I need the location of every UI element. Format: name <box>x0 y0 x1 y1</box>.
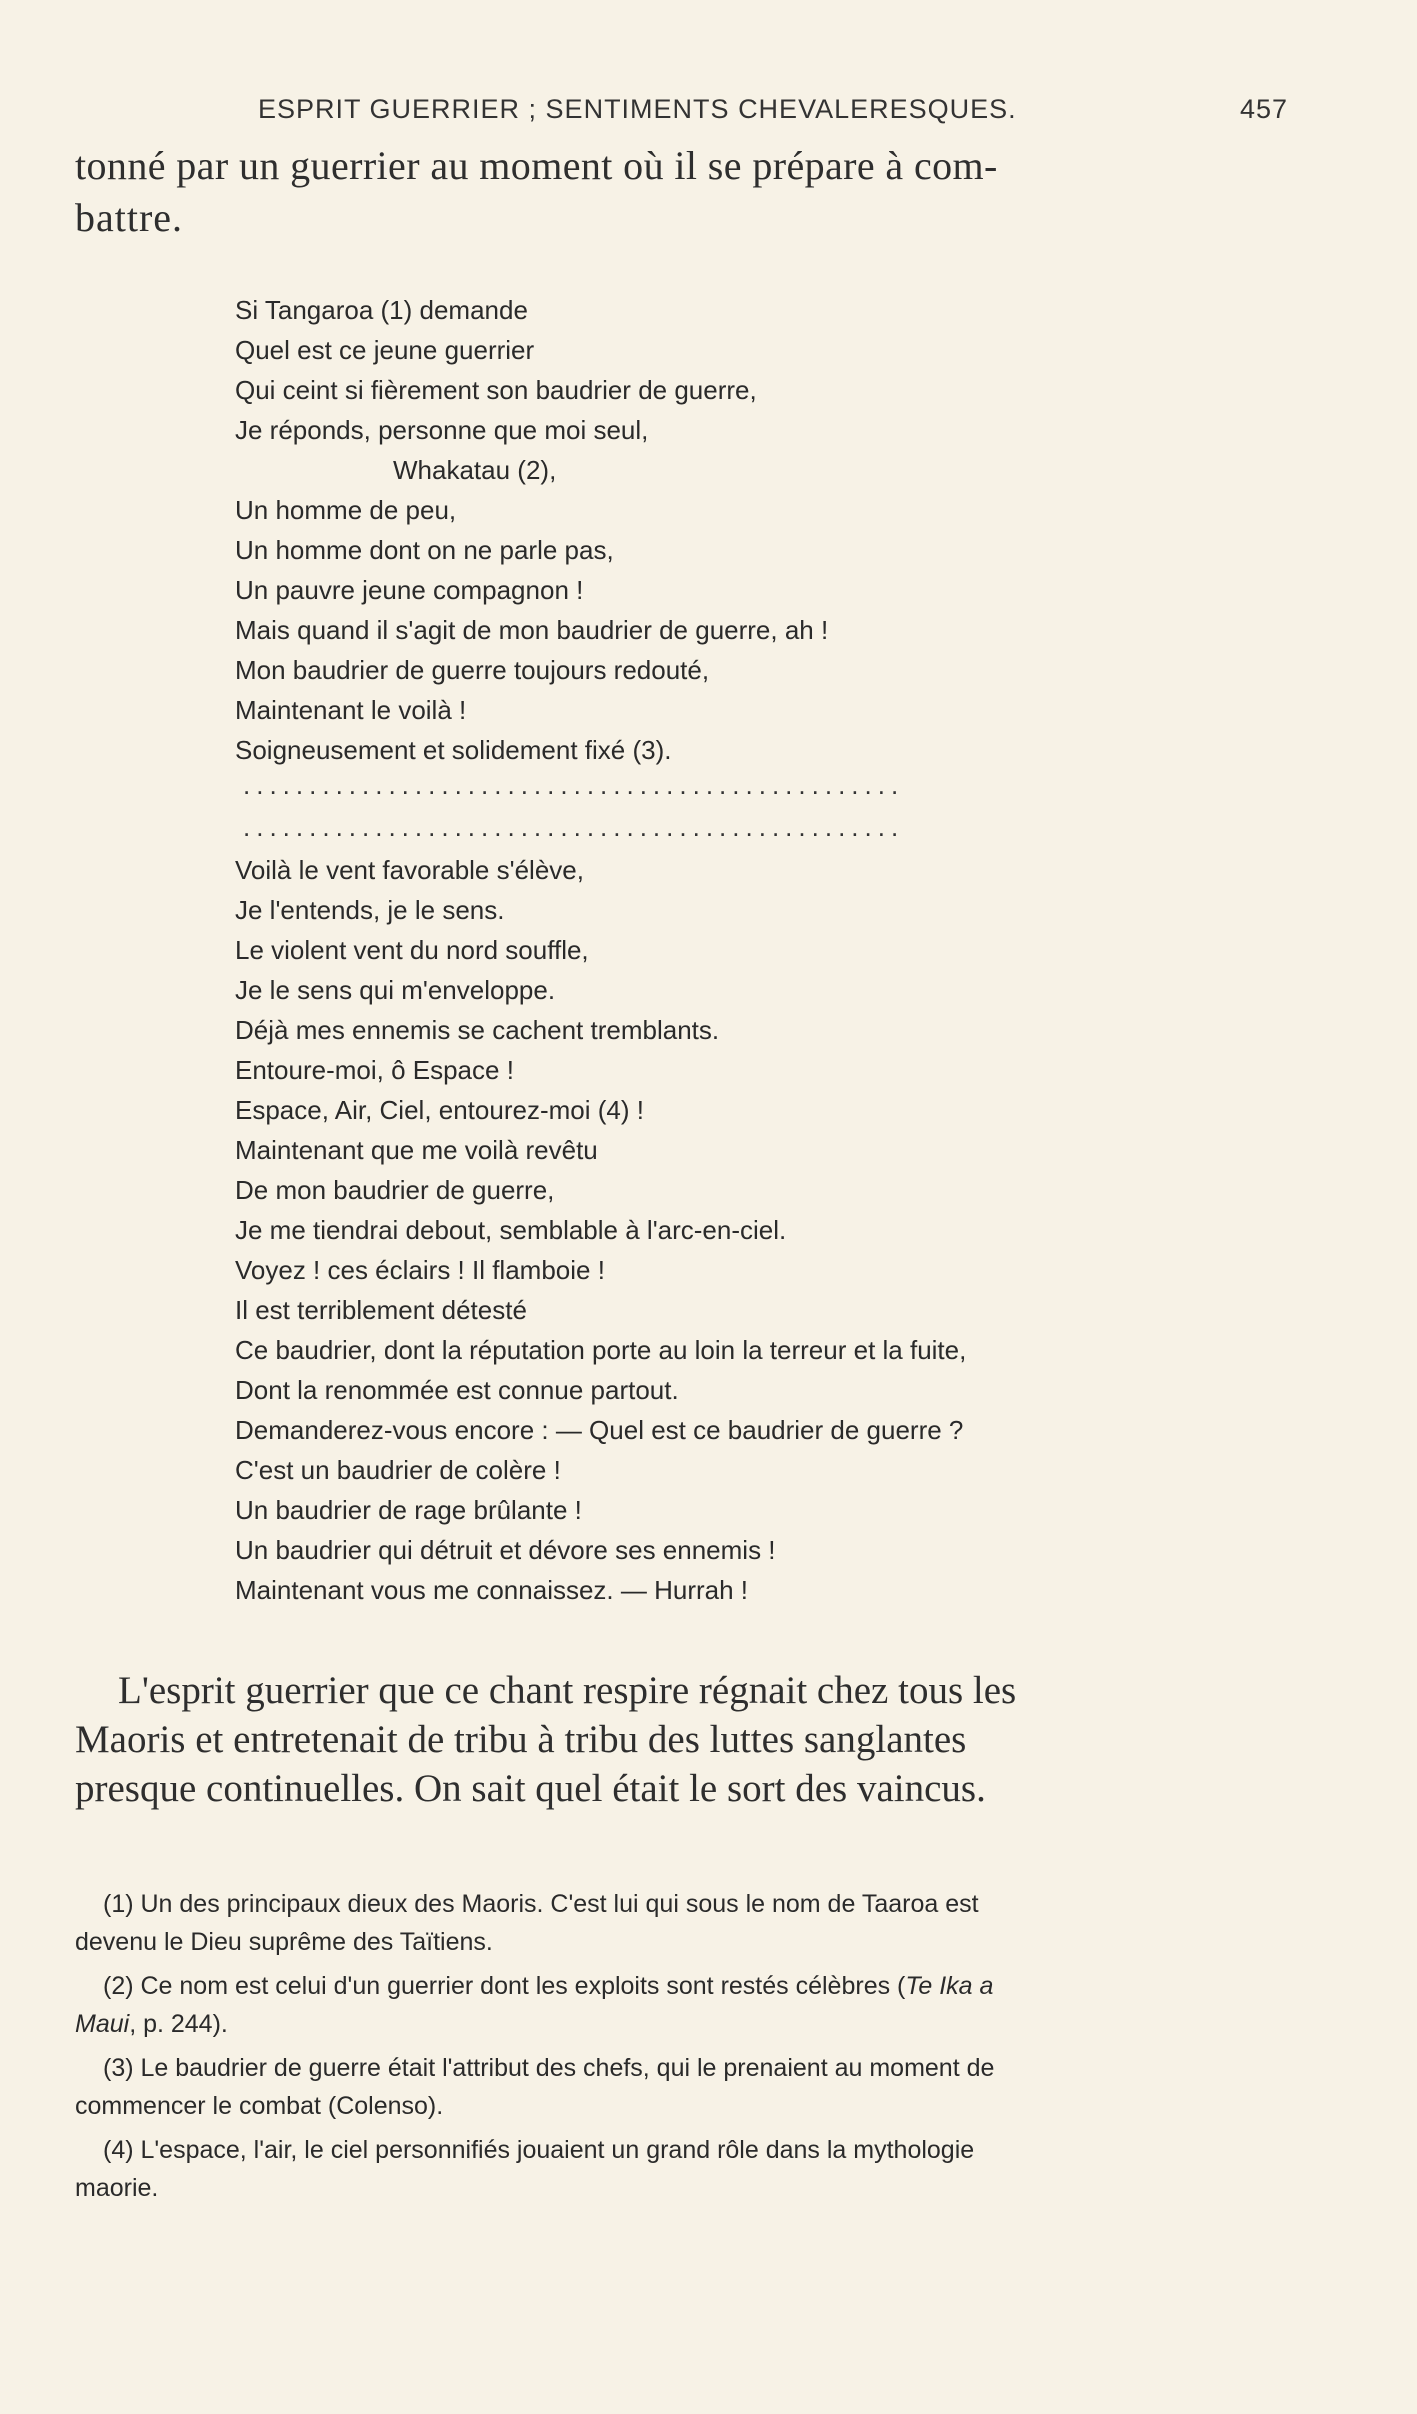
poem-line: Entoure-moi, ô Espace ! <box>235 1055 514 1085</box>
footnote-line: devenu le Dieu suprême des Taïtiens. <box>75 1928 493 1956</box>
poem-line: Qui ceint si fièrement son baudrier de guerre, <box>235 375 757 405</box>
poem-line: Mon baudrier de guerre toujours redouté, <box>235 655 710 685</box>
paragraph-line: Maoris et entretenait de tribu à tribu des luttes sanglantes <box>75 1718 967 1761</box>
poem-line: De mon baudrier de guerre, <box>235 1175 555 1205</box>
poem-line: Maintenant vous me connaissez. — Hurrah ! <box>235 1575 749 1605</box>
running-head-title: ESPRIT GUERRIER ; SENTIMENTS CHEVALERESQUES. <box>258 94 1017 124</box>
footnote-text: (2) Ce nom est celui d'un guerrier dont les exploits sont restés célèbres ( <box>103 1972 906 2000</box>
footnote-line <box>75 2005 1275 2043</box>
footnote-1 <box>75 1885 1275 1961</box>
poem-line: C'est un baudrier de colère ! <box>235 1455 561 1485</box>
poem-line: Si Tangaroa (1) demande <box>235 295 528 325</box>
poem-line: Mais quand il s'agit de mon baudrier de guerre, ah ! <box>235 615 829 645</box>
lead-line: battre. <box>75 195 184 240</box>
running-head <box>258 94 1288 128</box>
footnotes <box>75 1885 1275 2207</box>
footnote-4 <box>75 2131 1275 2207</box>
poem-line: Whakatau (2), <box>393 455 557 485</box>
poem-line: Dont la renommée est connue partout. <box>235 1375 679 1405</box>
footnote-line: maorie. <box>75 2174 159 2202</box>
footnote-line: commencer le combat (Colenso). <box>75 2092 444 2120</box>
footnote-line <box>75 1967 1275 2005</box>
poem-stanza-2 <box>235 850 1235 1610</box>
poem-line: Je le sens qui m'enveloppe. <box>235 975 556 1005</box>
poem-line: Un homme de peu, <box>235 495 457 525</box>
poem-line: Quel est ce jeune guerrier <box>235 335 535 365</box>
poem-line: Un homme dont on ne parle pas, <box>235 535 614 565</box>
poem-line: Ce baudrier, dont la réputation porte au loin la terreur et la fuite, <box>235 1335 967 1365</box>
poem-line: Déjà mes ennemis se cachent tremblants. <box>235 1015 720 1045</box>
poem-line: Je l'entends, je le sens. <box>235 895 505 925</box>
poem-line: Maintenant que me voilà revêtu <box>235 1135 598 1165</box>
footnote-citation-title: Maui <box>75 2010 130 2038</box>
footnote-3 <box>75 2049 1275 2125</box>
poem-line: Je me tiendrai debout, semblable à l'arc-en-ciel. <box>235 1215 787 1245</box>
poem-line: Je réponds, personne que moi seul, <box>235 415 649 445</box>
poem-line: Demanderez-vous encore : — Quel est ce baudrier de guerre ? <box>235 1415 964 1445</box>
poem-stanza-1 <box>235 290 1235 770</box>
paragraph-line: L'esprit guerrier que ce chant respire régnait chez tous les <box>118 1669 1017 1712</box>
poem-line: Voilà le vent favorable s'élève, <box>235 855 584 885</box>
ellipsis-row: .................................................. <box>243 770 905 800</box>
footnote-citation-title: Te Ika a <box>905 1972 994 2000</box>
footnote-text: , p. 244). <box>129 2010 228 2038</box>
poem-line: Espace, Air, Ciel, entourez-moi (4) ! <box>235 1095 644 1125</box>
lead-line: tonné par un guerrier au moment où il se prépare à com- <box>75 143 998 188</box>
lead-text <box>75 140 1285 244</box>
poem-line: Un baudrier qui détruit et dévore ses ennemis ! <box>235 1535 776 1565</box>
ellipsis-row: .................................................. <box>243 812 905 842</box>
poem-line: Un pauvre jeune compagnon ! <box>235 575 584 605</box>
paragraph-line: presque continuelles. On sait quel était le sort des vaincus. <box>75 1767 986 1810</box>
footnote-line: (4) L'espace, l'air, le ciel personnifiés jouaient un grand rôle dans la mythologie <box>103 2136 975 2164</box>
poem-line: Maintenant le voilà ! <box>235 695 467 725</box>
footnote-line: (1) Un des principaux dieux des Maoris. C'est lui qui sous le nom de Taaroa est <box>103 1890 979 1918</box>
poem-line: Voyez ! ces éclairs ! Il flamboie ! <box>235 1255 605 1285</box>
body-paragraph <box>75 1666 1285 1813</box>
footnote-2 <box>75 1967 1275 2043</box>
poem-line: Un baudrier de rage brûlante ! <box>235 1495 582 1525</box>
poem-line: Il est terriblement détesté <box>235 1295 527 1325</box>
poem-line: Soigneusement et solidement fixé (3). <box>235 735 672 765</box>
footnote-line: (3) Le baudrier de guerre était l'attribut des chefs, qui le prenaient au moment de <box>103 2054 995 2082</box>
poem-line: Le violent vent du nord souffle, <box>235 935 589 965</box>
page-number: 457 <box>1239 94 1288 124</box>
